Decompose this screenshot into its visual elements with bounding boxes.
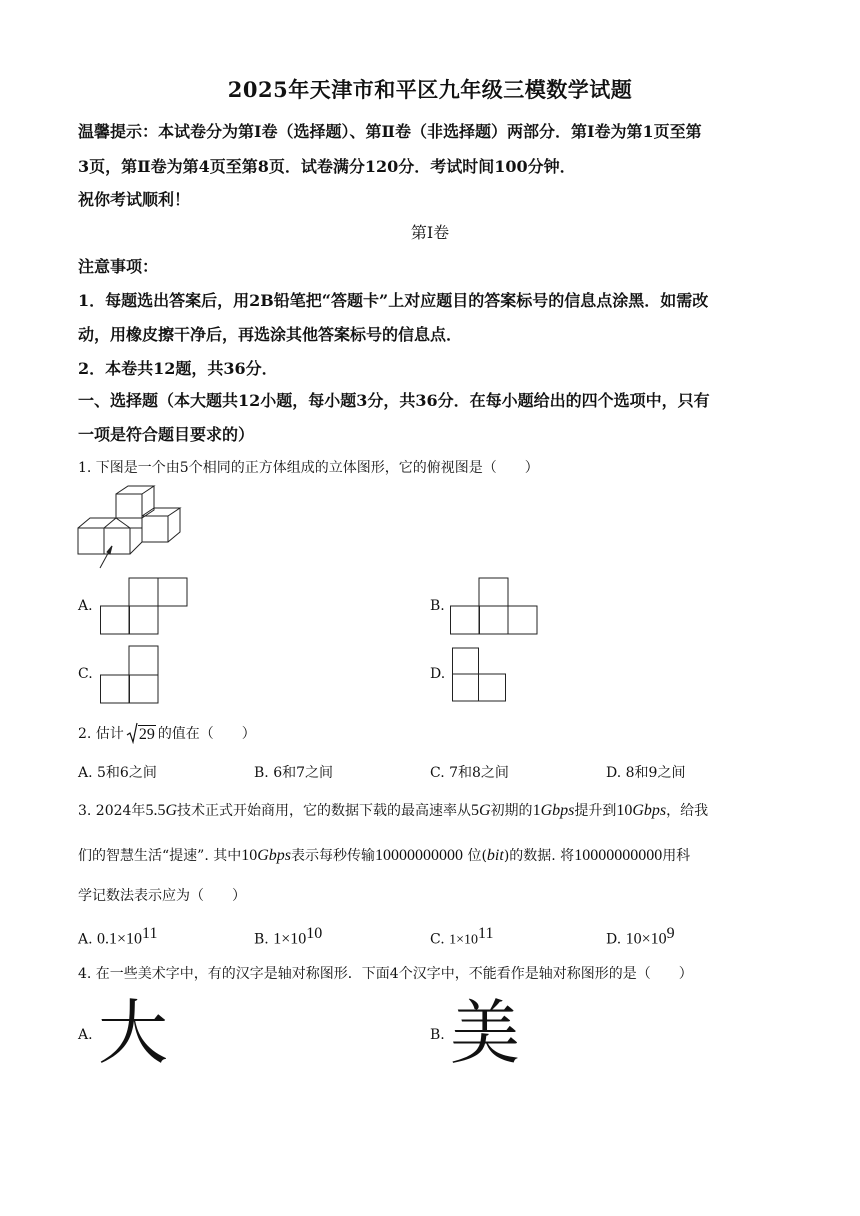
q2-option-c[interactable]: C. 7和8之间: [430, 765, 509, 781]
q4-option-b-label[interactable]: B.: [430, 1027, 445, 1043]
q1-option-b-label[interactable]: B.: [430, 598, 445, 614]
q3-option-d[interactable]: D. $10\times 10^9$: [606, 925, 675, 948]
volume-title: 第Ⅰ卷: [410, 223, 450, 242]
q3-option-a[interactable]: A. $0.1\times 10^{11}$: [78, 925, 158, 948]
attention-item-1-line-1: 1．每题选出答案后，用2B铅笔把“答题卡”上对应题目的答案标号的信息点涂黑．如需改: [78, 291, 709, 310]
q2-stem: [78, 722, 256, 744]
q3-option-b[interactable]: B. $1\times 10^{10}$: [254, 925, 323, 948]
q4-stem: 4. 在一些美术字中，有的汉字是轴对称图形．下面4个汉字中，不能看作是轴对称图形的是（ ）: [78, 966, 693, 982]
notice-line-1: 温馨提示：本试卷分为第Ⅰ卷（选择题）、第Ⅱ卷（非选择题）两部分．第Ⅰ卷为第1页至第: [78, 122, 702, 141]
q2-option-d[interactable]: D. 8和9之间: [606, 765, 686, 781]
q3-line-1: 3. 2024年5.5G技术正式开始商用，它的数据下载的最高速率从5G初期的1Gbps提升到10Gbps，给我: [78, 802, 709, 819]
q2-option-a[interactable]: A. 5和6之间: [78, 765, 157, 781]
notice-line-2: 3页，第Ⅱ卷为第4页至第8页．试卷满分120分．考试时间100分钟．: [78, 157, 576, 176]
q1-solid-figure: [74, 484, 186, 572]
q1-option-d-figure[interactable]: [452, 647, 510, 703]
q2-stem-post: 的值在（ ）: [157, 726, 256, 742]
section-heading-line-2: 一项是符合题目要求的）: [78, 425, 255, 444]
q1-option-c-figure[interactable]: [100, 645, 162, 705]
notice-line-3: 祝你考试顺利！: [78, 190, 191, 209]
q4-option-a-label[interactable]: A.: [78, 1027, 93, 1043]
q4-option-a-char[interactable]: 大: [98, 992, 168, 1074]
q1-option-a-label[interactable]: A.: [78, 598, 93, 614]
attention-heading: 注意事项：: [78, 257, 159, 276]
radical-sign-icon: [126, 722, 138, 744]
section-heading-line-1: 一、选择题（本大题共12小题，每小题3分，共36分．在每小题给出的四个选项中，只有: [78, 391, 710, 410]
q1-option-b-figure[interactable]: [450, 577, 540, 635]
q1-option-a-figure[interactable]: [100, 577, 190, 635]
q2-sqrt: [126, 722, 156, 744]
q1-option-d-label[interactable]: D.: [430, 666, 446, 682]
q3-line-2: 们的智慧生活“提速”. 其中10Gbps表示每秒传输10000000000 位(bit)的数据. 将10000000000用科: [78, 847, 691, 864]
q3-option-c[interactable]: C. $1\times 10^{11}$: [430, 925, 494, 948]
q4-option-b-char[interactable]: 美: [450, 992, 520, 1074]
attention-item-2: 2．本卷共12题，共36分．: [78, 359, 278, 378]
q1-option-c-label[interactable]: C.: [78, 666, 93, 682]
page-title: 2025年天津市和平区九年级三模数学试题: [227, 77, 633, 102]
q2-radicand: 29: [138, 726, 155, 743]
q2-stem-pre: 2. 估计: [78, 726, 124, 742]
q1-stem: 1. 下图是一个由5个相同的正方体组成的立体图形，它的俯视图是（ ）: [78, 460, 539, 476]
q3-line-3: 学记数法表示应为（ ）: [78, 888, 246, 904]
q2-option-b[interactable]: B. 6和7之间: [254, 765, 334, 781]
attention-item-1-line-2: 动，用橡皮擦干净后，再选涂其他答案标号的信息点．: [78, 325, 463, 344]
